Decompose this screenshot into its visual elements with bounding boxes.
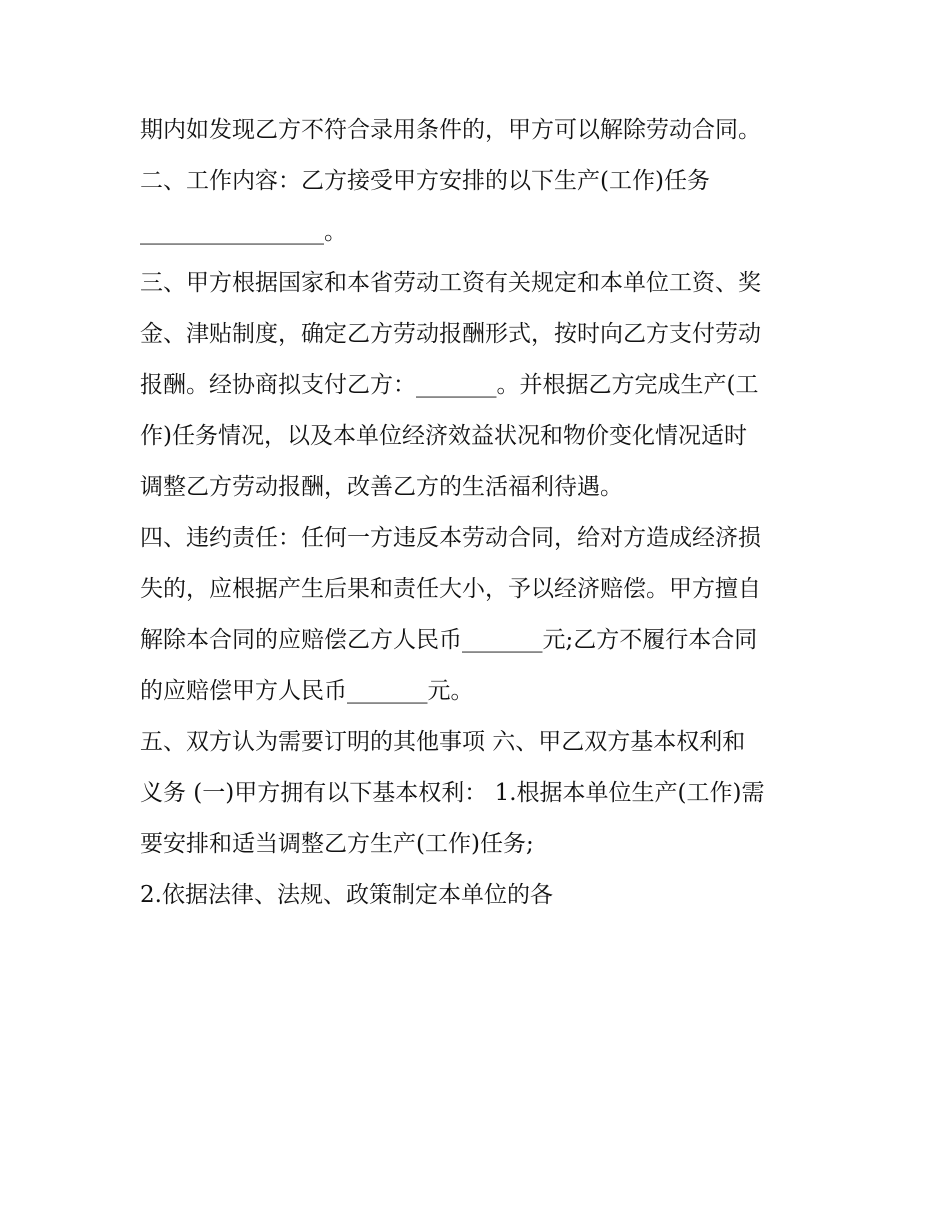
text-line: 期内如发现乙方不符合录用条件的，甲方可以解除劳动合同。 [140,117,761,143]
text-line: 失的，应根据产生后果和责任大小，予以经济赔偿。甲方擅自 [140,576,761,602]
text-line: 解除本合同的应赔偿乙方人民币_______元;乙方不履行本合同 [140,627,758,653]
text-line: 义务 (一)甲方拥有以下基本权利： 1.根据本单位生产(工作)需 [140,780,765,806]
text-line: 的应赔偿甲方人民币_______元。 [140,678,474,704]
text-line: 金、津贴制度，确定乙方劳动报酬形式，按时向乙方支付劳动 [140,321,761,347]
document-body [140,105,820,921]
text-line: 二、工作内容：乙方接受甲方安排的以下生产(工作)任务 [140,168,710,194]
text-line: 四、违约责任：任何一方违反本劳动合同，给对方造成经济损 [140,525,761,551]
text-line: ________________。 [140,219,347,245]
text-line: 报酬。经协商拟支付乙方：_______。并根据乙方完成生产(工 [140,372,759,398]
text-line: 三、甲方根据国家和本省劳动工资有关规定和本单位工资、奖 [140,270,761,296]
text-line: 2.依据法律、法规、政策制定本单位的各 [140,882,553,908]
text-line: 要安排和适当调整乙方生产(工作)任务; [140,831,534,857]
text-line: 五、双方认为需要订明的其他事项 六、甲乙双方基本权利和 [140,729,746,755]
text-line: 调整乙方劳动报酬，改善乙方的生活福利待遇。 [140,474,623,500]
text-line: 作)任务情况，以及本单位经济效益状况和物价变化情况适时 [140,423,747,449]
